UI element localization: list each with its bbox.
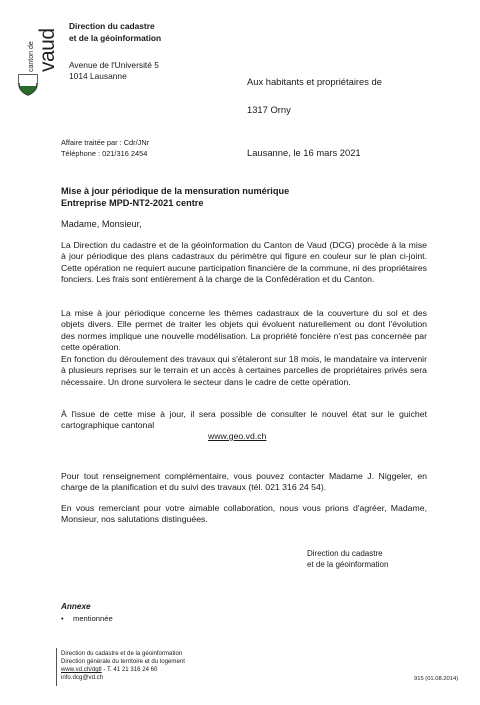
footer-contact [61,666,185,674]
bullet-icon: • [61,614,64,623]
signature-line2: et de la géoinformation [307,559,389,569]
annexe-item-label: mentionnée [73,614,113,623]
subject-line2: Entreprise MPD-NT2-2021 centre [61,197,204,208]
footer-block [61,650,185,682]
reference-phone: Téléphone : 021/316 2454 [61,148,148,158]
body-paragraph-6: En vous remerciant pour votre aimable collaboration, nous vous prions d'agréer, Madame, Monsieur, nos salutations distinguées. [61,503,427,525]
logo-wordmark [14,6,59,72]
sender-department-line1: Direction du cadastre [69,21,155,31]
signature-block [307,549,388,570]
footer-email-link[interactable]: info.dcg@vd.ch [61,673,104,681]
canton-vaud-logo [8,4,59,100]
body-paragraph-1: La Direction du cadastre et de la géoinformation du Canton de Vaud (DCG) procède à la mise à jour périodique des plans cadastraux du périmètre qui figure en couleur sur le plan ci-joint. Cette opération ne requiert aucune participation financière de la commune, ni des propriétaires fonciers. Les frais sont entièrement à la charge de la Confédération et du Canton. [61,240,427,285]
reference-handled-by: Affaire traitée par : Cdr/JNr [61,138,150,147]
sender-city: 1014 Lausanne [69,71,127,81]
footer-phone: - T. 41 21 316 24 60 [101,665,158,673]
body-paragraph-4: À l'issue de cette mise à jour, il sera possible de consulter le nouvel état sur le guichet cartographique cantonal [61,409,427,431]
letter-subject [61,186,289,209]
sender-address [69,60,159,82]
sender-department-line2: et de la géoinformation [69,32,162,43]
sender-department [69,21,161,44]
form-code: 915 (01.08.2014) [414,676,459,682]
sender-street: Avenue de l'Université 5 [69,60,159,70]
footer-line2: Direction générale du territoire et du logement [61,657,185,665]
footer-web-link[interactable]: www.vd.ch/dgtl [61,665,102,673]
letter-date: Lausanne, le 16 mars 2021 [247,147,361,158]
shield-icon [18,74,38,96]
footer-divider [56,648,57,686]
recipient-line: Aux habitants et propriétaires de [247,76,382,87]
signature-line1: Direction du cadastre [307,549,383,558]
geoportal-link[interactable]: www.geo.vd.ch [208,431,267,441]
logo-name: vaud [36,28,59,72]
salutation: Madame, Monsieur, [61,219,142,229]
geoportal-link-line [208,431,266,441]
recipient-city: 1317 Orny [247,104,291,115]
body-paragraph-5: Pour tout renseignement complémentaire, vous pouvez contacter Madame J. Niggeler, en charge de la planification et du suivi des travaux (tél. 021 316 24 54). [61,471,427,493]
reference-block [61,138,149,159]
body-paragraph-2: La mise à jour périodique concerne les thèmes cadastraux de la couverture du sol et des objets divers. Elle permet de traiter les objets qui évoluent naturellement ou dont l'évolution des normes implique une nouvelle modélisation. La propriété foncière n'est pas concernée par cette opération. [61,308,427,353]
annexe-item [61,614,113,623]
logo-prefix: canton de [28,41,35,72]
annexe-title: Annexe [61,602,91,611]
subject-line1: Mise à jour périodique de la mensuration numérique [61,186,290,196]
body-paragraph-3: En fonction du déroulement des travaux qui s'étaleront sur 18 mois, le mandataire va intervenir à plusieurs reprises sur le terrain et un accès à certaines parcelles de propriétaires privés sera nécessaire. Un drone survolera le secteur dans le cadre de cette opération. [61,354,427,387]
footer-line1: Direction du cadastre et de la géoinformation [61,650,183,657]
